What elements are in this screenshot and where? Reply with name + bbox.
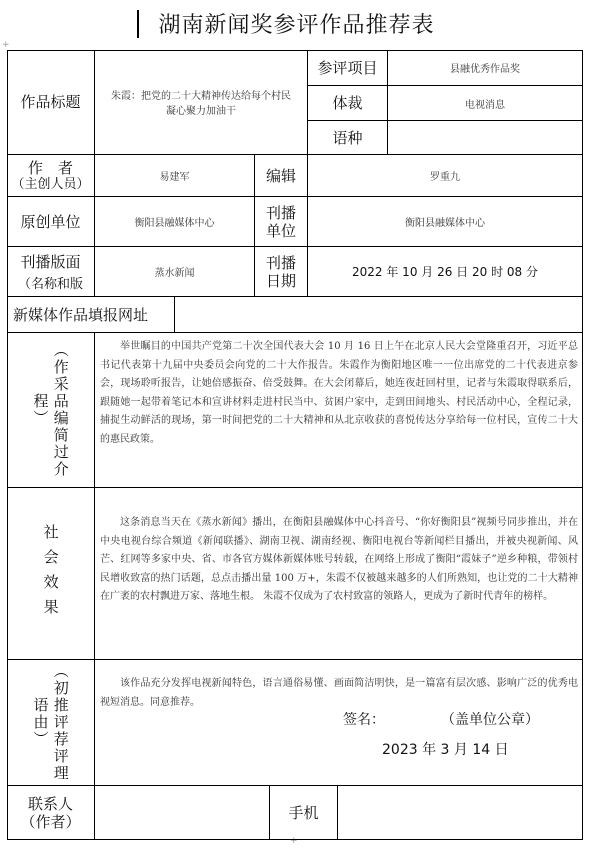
effect-text: 这条消息当天在《蒸水新闻》播出，在衡阳县融媒体中心抖音号、“你好衡阳县”视频号同步推出，并在中央电视台综合频道《新闻联播》、湖南卫视、湖南经视、衡阳电视台等新闻栏目播出，并被央视新闻、风芒、红网等多家中央、省、市各官方媒体新媒体账号转载，在网络上形成了衡阳“霞妹子”逆乡种粮，带领村民增收致富的热门话题，总点击播出量 100 万+，朱霞不仅被越来越多的人们所熟知，也让党的二十大精神在广袤的农村飘进万家、落地生根。 朱霞不仅成为了农村致富的领路人，更成为了新时代青年的榜样。 bbox=[100, 517, 578, 602]
broadcast-date-label-text: 刊播日期 bbox=[265, 253, 296, 290]
document-title: 湖南新闻奖参评作品推荐表 bbox=[158, 13, 435, 38]
broadcast-edition-value[interactable] bbox=[95, 247, 255, 297]
author-label-line2: （主创人员） bbox=[11, 176, 90, 192]
broadcast-edition-text: 蒸水新闻 bbox=[154, 268, 195, 279]
author-label bbox=[7, 155, 95, 197]
broadcast-unit-text: 衡阳县融媒体中心 bbox=[405, 218, 485, 229]
broadcast-edition-label-line2: （名称和版 bbox=[17, 277, 83, 292]
work-title-value[interactable] bbox=[95, 50, 308, 155]
new-media-url-label-text: 新媒体作品填报网址 bbox=[13, 305, 149, 324]
effect-label bbox=[7, 488, 95, 660]
contact-value[interactable] bbox=[95, 786, 270, 840]
language-label bbox=[308, 121, 388, 155]
editor-text: 罗重九 bbox=[430, 172, 460, 183]
process-label bbox=[7, 333, 95, 488]
process-label-text: （作采品编简过介程） bbox=[31, 342, 70, 478]
contact-label-text: 联系人（作者） bbox=[20, 794, 81, 831]
genre-label bbox=[308, 86, 388, 121]
language-label-text: 语种 bbox=[332, 128, 363, 147]
author-text: 易建军 bbox=[159, 172, 190, 183]
phone-label-text: 手机 bbox=[288, 803, 319, 822]
signature-line: 签名： （盖单位公章） bbox=[343, 712, 539, 728]
broadcast-date-value[interactable] bbox=[308, 247, 583, 297]
corner-mark-left: + bbox=[2, 40, 10, 50]
contact-label bbox=[7, 786, 95, 840]
editor-value[interactable] bbox=[308, 155, 583, 197]
recommendation-label bbox=[7, 660, 95, 786]
work-title-label-text: 作品标题 bbox=[20, 93, 81, 111]
process-text: 举世瞩目的中国共产党第二十次全国代表大会 10 月 16 日上午在北京人民大会堂隆重召开，习近平总书记代表第十九届中央委员会向党的二十大作报告。朱霞作为衡阳地区唯一一位出席党的二十代表进京参会，现场聆听报告，让她倍感振奋、倍受鼓舞。在大会闭幕后，她连夜赶回村里，记者与朱霞取得联系后，跟随她一起带着笔记本和宣讲材料走进村民当中、贫困户家中，走到田间地头、村民活动中心，全程记录，捕捉生动鲜活的现场，第一时间把党的二十大精神和从北京收获的喜悦传达分享给每一位村民，宣传二十大的惠民政策。 bbox=[100, 341, 578, 445]
broadcast-date-label bbox=[255, 247, 308, 297]
phone-value[interactable] bbox=[338, 786, 583, 840]
phone-label bbox=[270, 786, 338, 840]
effect-label-text: 社会效果 bbox=[41, 523, 60, 624]
work-title-label bbox=[7, 50, 95, 155]
corner-mark-bottom: + bbox=[290, 836, 298, 846]
broadcast-unit-label bbox=[255, 197, 308, 247]
sign-date: 2023 年 3 月 14 日 bbox=[382, 742, 509, 758]
original-unit-value[interactable] bbox=[95, 197, 255, 247]
broadcast-date-text: 2022 年 10 月 26 日 20 时 08 分 bbox=[352, 265, 538, 279]
original-unit-label bbox=[7, 197, 95, 247]
category-text: 县融优秀作品奖 bbox=[450, 64, 520, 75]
genre-label-text: 体裁 bbox=[332, 94, 363, 112]
category-value[interactable] bbox=[388, 50, 583, 86]
broadcast-unit-value[interactable] bbox=[308, 197, 583, 247]
new-media-url-label bbox=[7, 297, 175, 333]
broadcast-unit-label-text: 刊播单位 bbox=[265, 203, 296, 240]
broadcast-edition-label-line1: 刊播版面 bbox=[20, 253, 81, 271]
new-media-url-value[interactable] bbox=[175, 297, 583, 333]
category-label bbox=[308, 50, 388, 86]
author-value[interactable] bbox=[95, 155, 255, 197]
work-title-text: 朱霞：把党的二十大精神传达给每个村民 凝心聚力加油干 bbox=[111, 91, 291, 117]
text-cursor bbox=[137, 10, 139, 38]
recommendation-label-text: （初推评荐评理语由） bbox=[31, 663, 70, 782]
original-unit-label-text: 原创单位 bbox=[20, 212, 81, 231]
editor-label-text: 编辑 bbox=[265, 166, 296, 185]
author-label-line1: 作 者 bbox=[27, 158, 73, 177]
editor-label bbox=[255, 155, 308, 197]
genre-value[interactable] bbox=[388, 86, 583, 121]
genre-text: 电视消息 bbox=[465, 99, 505, 111]
original-unit-text: 衡阳县融媒体中心 bbox=[134, 218, 215, 229]
category-label-text: 参评项目 bbox=[317, 58, 378, 77]
broadcast-edition-label bbox=[7, 247, 95, 297]
language-value[interactable] bbox=[388, 121, 583, 155]
recommendation-text: 该作品充分发挥电视新闻特色，语言通俗易懂、画面简洁明快，是一篇富有层次感、影响广泛的优秀电视短消息。同意推荐。 bbox=[100, 678, 578, 708]
